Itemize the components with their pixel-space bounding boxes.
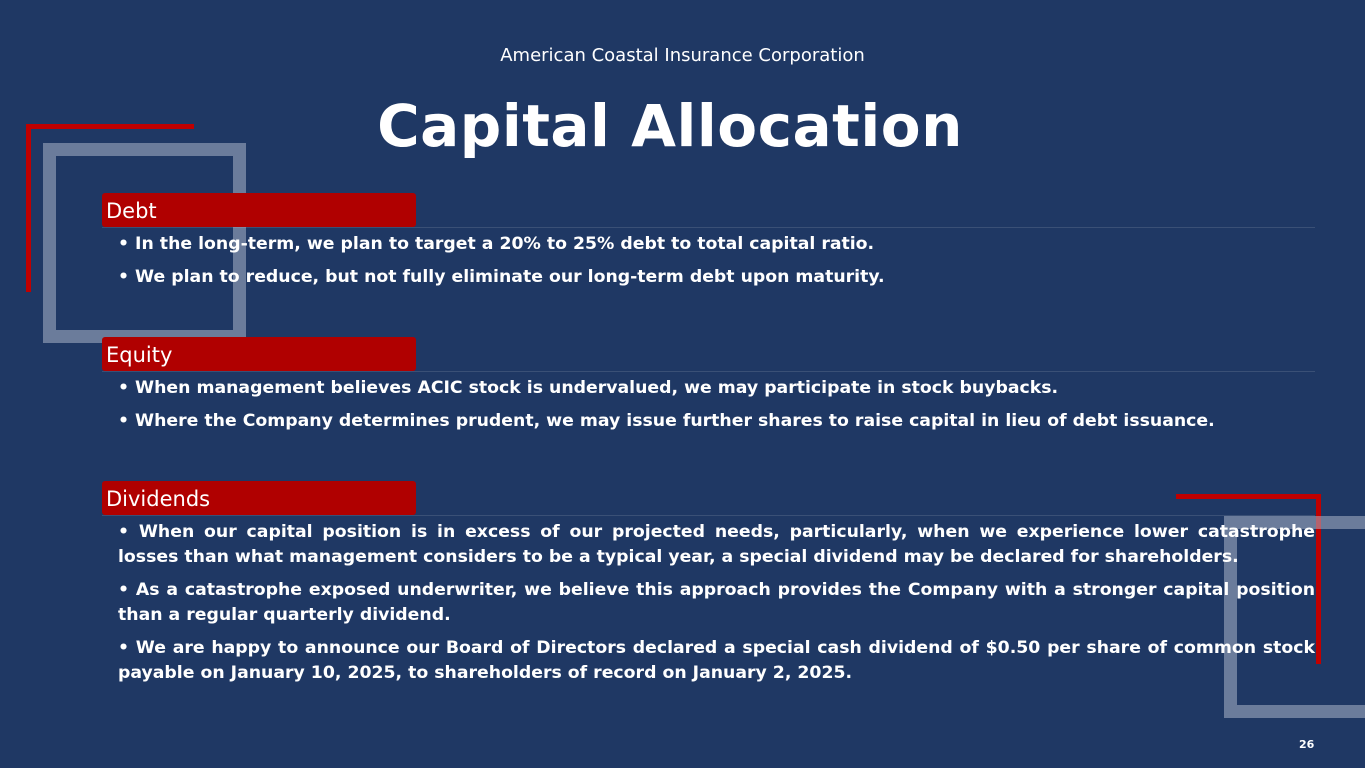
bullet-list [102,232,1315,290]
list-item: • As a catastrophe exposed underwriter, we believe this approach provides the Company with a stronger capital position than a regular quarterly dividend. [118,580,1315,625]
section-equity [102,337,1315,434]
section-label-dividends: Dividends [102,481,416,515]
page-number: 26 [1299,738,1315,751]
section-dividends [102,481,1315,686]
list-item: • In the long-term, we plan to target a 20% to 25% debt to total capital ratio. [118,234,875,254]
company-name: American Coastal Insurance Corporation [500,45,865,66]
list-item: • We plan to reduce, but not fully eliminate our long-term debt upon maturity. [118,267,885,287]
list-item: • When management believes ACIC stock is undervalued, we may participate in stock buybacks. [118,378,1059,398]
bullet-list [102,376,1315,434]
section-header [102,193,1315,228]
section-label-debt: Debt [102,193,416,227]
list-item: • When our capital position is in excess of our projected needs, particularly, when we experience lower catastrophe losses than what management considers to be a typical year, a special dividend may be declared for shareholders. [118,522,1315,567]
section-debt [102,193,1315,290]
section-header [102,481,1315,516]
list-item: • Where the Company determines prudent, we may issue further shares to raise capital in lieu of debt issuance. [118,411,1215,431]
list-item: • We are happy to announce our Board of Directors declared a special cash dividend of $0.50 per share of common stock payable on January 10, 2025, to shareholders of record on January 2, 2025. [118,638,1315,683]
page-title: Capital Allocation [377,92,963,160]
section-header [102,337,1315,372]
section-label-equity: Equity [102,337,416,371]
bullet-list [102,520,1315,686]
